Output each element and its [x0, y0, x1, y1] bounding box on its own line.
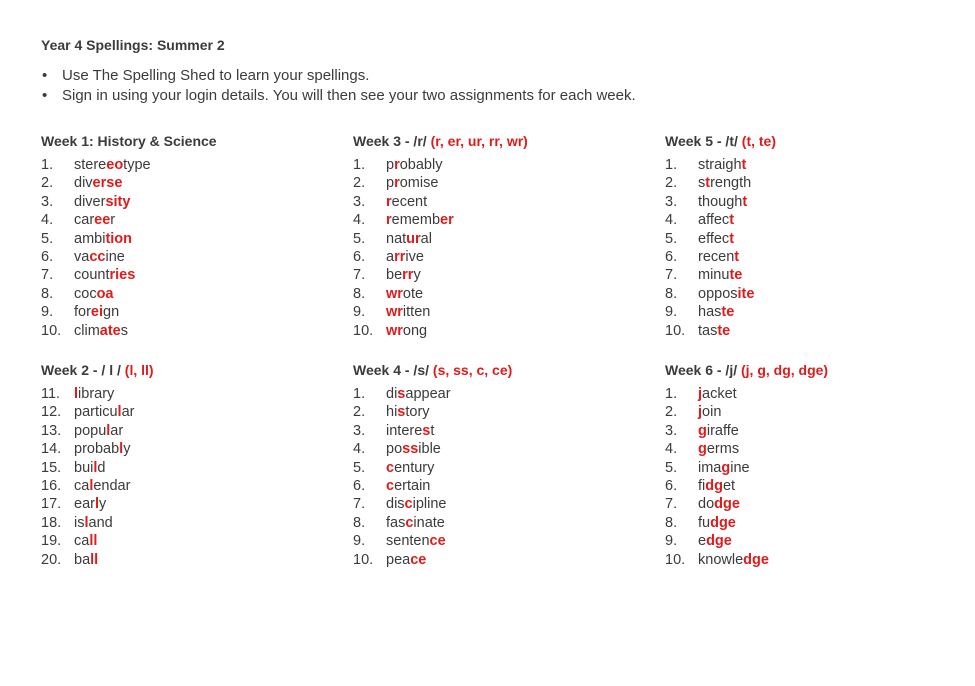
spelling-word: dodge: [698, 496, 740, 513]
item-number: 1.: [41, 157, 54, 173]
spelling-word: popular: [74, 422, 124, 439]
item-number: 19.: [41, 533, 62, 550]
item-number: 2.: [665, 175, 678, 192]
spelling-word: recent: [386, 193, 428, 210]
item-number: 3.: [665, 422, 678, 439]
item-number: 7.: [41, 267, 54, 284]
spelling-word: interest: [386, 422, 435, 439]
item-number: 9.: [353, 304, 366, 321]
spelling-word: recent: [698, 248, 740, 265]
spelling-word: knowledge: [698, 551, 769, 568]
item-number: 10.: [353, 322, 374, 339]
spelling-item: [353, 459, 653, 477]
spelling-item: [41, 303, 341, 321]
spelling-item: [353, 303, 653, 321]
spelling-item: [665, 422, 965, 440]
spelling-list: [665, 385, 965, 569]
spelling-item: [665, 477, 965, 495]
spelling-word: giraffe: [698, 422, 739, 439]
item-number: 16.: [41, 477, 62, 494]
spelling-word: countries: [74, 267, 136, 284]
spelling-word: build: [74, 459, 106, 476]
spelling-word: certain: [386, 477, 431, 494]
spelling-word: disappear: [386, 386, 451, 402]
spelling-item: [41, 403, 341, 421]
spelling-list: [353, 385, 653, 569]
spelling-item: [665, 532, 965, 550]
spelling-item: [41, 459, 341, 477]
spelling-item: [41, 322, 341, 340]
spelling-word: foreign: [74, 304, 120, 321]
spelling-word: discipline: [386, 496, 447, 513]
item-number: 9.: [665, 304, 678, 321]
item-number: 5.: [665, 230, 678, 247]
item-number: 5.: [353, 230, 366, 247]
spelling-item: [665, 322, 965, 340]
spelling-word: island: [74, 514, 113, 531]
spelling-item: [41, 385, 341, 403]
week-6-section: [665, 360, 965, 569]
item-number: 20.: [41, 551, 62, 568]
week-heading: Week 6 - /j/ (j, g, dg, dge): [665, 362, 829, 378]
spelling-word: cocoa: [74, 285, 114, 302]
item-number: 2.: [353, 404, 366, 421]
spelling-item: [665, 211, 965, 229]
week-1-section: [41, 131, 341, 340]
spelling-item: [41, 440, 341, 458]
spelling-word: germs: [698, 441, 740, 458]
week-heading: Week 1: History & Science: [41, 133, 217, 149]
spelling-word: stereeotype: [74, 157, 151, 173]
spelling-item: [665, 514, 965, 532]
spelling-word: career: [74, 212, 116, 229]
item-number: 2.: [665, 404, 678, 421]
item-number: 4.: [41, 212, 54, 229]
spelling-word: probably: [74, 441, 131, 458]
spelling-item: [353, 514, 653, 532]
spelling-item: [353, 322, 653, 340]
item-number: 10.: [665, 551, 686, 568]
spelling-item: [353, 551, 653, 569]
spelling-word: natural: [386, 230, 432, 247]
week-heading: Week 4 - /s/ (s, ss, c, ce): [353, 362, 513, 378]
spelling-item: [353, 403, 653, 421]
spelling-word: taste: [698, 322, 731, 339]
item-number: 14.: [41, 441, 62, 458]
spelling-word: probably: [386, 157, 443, 173]
spelling-word: wrong: [386, 322, 428, 339]
spelling-item: [353, 477, 653, 495]
spelling-word: fascinate: [386, 514, 445, 531]
spelling-item: [41, 193, 341, 211]
spelling-item: [665, 551, 965, 569]
spelling-word: possible: [386, 441, 441, 458]
week-heading: Week 3 - /r/ (r, er, ur, rr, wr): [353, 133, 528, 149]
week-heading: Week 5 - /t/ (t, te): [665, 133, 776, 149]
week-2-section: [41, 360, 341, 569]
spelling-word: arrive: [386, 248, 424, 265]
spelling-item: [41, 230, 341, 248]
spelling-word: sentence: [386, 533, 446, 550]
spelling-word: edge: [698, 533, 732, 550]
item-number: 8.: [41, 285, 54, 302]
item-number: 9.: [665, 533, 678, 550]
week-5-section: [665, 131, 965, 340]
item-number: 7.: [353, 496, 366, 513]
week-heading: Week 2 - / l / (l, ll): [41, 362, 154, 378]
spelling-item: [41, 422, 341, 440]
spelling-word: diverse: [74, 175, 123, 192]
item-number: 7.: [665, 496, 678, 513]
item-number: 7.: [665, 267, 678, 284]
spelling-word: call: [74, 533, 98, 550]
spelling-item: [41, 174, 341, 192]
spelling-list: [41, 385, 341, 569]
item-number: 6.: [665, 477, 678, 494]
spelling-item: [665, 266, 965, 284]
spelling-item: [41, 285, 341, 303]
spelling-item: [41, 477, 341, 495]
spelling-item: [665, 403, 965, 421]
item-number: 9.: [353, 533, 366, 550]
item-number: 13.: [41, 422, 62, 439]
spelling-word: strength: [698, 175, 752, 192]
item-number: 4.: [665, 212, 678, 229]
spelling-word: thought: [698, 193, 748, 210]
spelling-word: haste: [698, 304, 735, 321]
spelling-item: [353, 532, 653, 550]
item-number: 5.: [665, 459, 678, 476]
item-number: 2.: [41, 175, 54, 192]
item-number: 8.: [353, 514, 366, 531]
spelling-word: promise: [386, 175, 439, 192]
item-number: 6.: [41, 248, 54, 265]
spelling-item: [353, 211, 653, 229]
spelling-item: [353, 174, 653, 192]
instruction-item: • Use The Spelling Shed to learn your spellings.: [41, 66, 636, 86]
item-number: 4.: [353, 441, 366, 458]
item-number: 7.: [353, 267, 366, 284]
spelling-word: vaccine: [74, 248, 125, 265]
spelling-item: [665, 230, 965, 248]
spelling-item: [41, 532, 341, 550]
spelling-item: [353, 266, 653, 284]
spelling-list: [665, 156, 965, 340]
spelling-word: berry: [386, 267, 421, 284]
item-number: 4.: [665, 441, 678, 458]
spelling-item: [665, 174, 965, 192]
spelling-word: remember: [386, 212, 454, 229]
item-number: 8.: [665, 285, 678, 302]
item-number: 10.: [41, 322, 62, 339]
spelling-item: [353, 285, 653, 303]
spelling-item: [665, 385, 965, 403]
spelling-word: climates: [74, 322, 128, 339]
spelling-word: particular: [74, 404, 135, 421]
week-3-section: [353, 131, 653, 340]
spelling-word: effect: [698, 230, 735, 247]
spelling-item: [665, 440, 965, 458]
instructions-list: [41, 66, 636, 106]
spelling-word: join: [698, 404, 722, 421]
spelling-item: [41, 551, 341, 569]
week-4-section: [353, 360, 653, 569]
item-number: 3.: [665, 193, 678, 210]
spelling-item: [353, 230, 653, 248]
spelling-item: [353, 385, 653, 403]
instruction-item: • Sign in using your login details. You will then see your two assignments for each week.: [41, 86, 636, 106]
spelling-word: opposite: [698, 285, 755, 302]
spelling-item: [353, 193, 653, 211]
item-number: 3.: [353, 193, 366, 210]
spelling-word: wrote: [386, 285, 424, 302]
spelling-list: [41, 156, 341, 340]
item-number: 12.: [41, 404, 62, 421]
item-number: 18.: [41, 514, 62, 531]
item-number: 6.: [665, 248, 678, 265]
spelling-item: [353, 495, 653, 513]
spelling-item: [41, 514, 341, 532]
item-number: 8.: [665, 514, 678, 531]
item-number: 10.: [665, 322, 686, 339]
item-number: 9.: [41, 304, 54, 321]
spelling-item: [353, 440, 653, 458]
spelling-item: [353, 422, 653, 440]
spelling-item: [41, 156, 341, 174]
item-number: 1.: [353, 386, 366, 402]
item-number: 17.: [41, 496, 62, 513]
spelling-item: [41, 248, 341, 266]
spelling-word: ambition: [74, 230, 133, 247]
spelling-word: imagine: [698, 459, 750, 476]
spelling-word: minute: [698, 267, 743, 284]
spelling-item: [665, 248, 965, 266]
item-number: 4.: [353, 212, 366, 229]
item-number: 10.: [353, 551, 374, 568]
page-title: Year 4 Spellings: Summer 2: [41, 37, 225, 53]
spelling-word: calendar: [74, 477, 131, 494]
spelling-word: fidget: [698, 477, 736, 494]
spelling-item: [665, 303, 965, 321]
item-number: 6.: [353, 477, 366, 494]
spelling-item: [41, 266, 341, 284]
item-number: 3.: [353, 422, 366, 439]
spelling-item: [353, 248, 653, 266]
spelling-item: [665, 459, 965, 477]
spelling-item: [665, 156, 965, 174]
spelling-item: [41, 211, 341, 229]
spelling-list: [353, 156, 653, 340]
item-number: 11.: [41, 386, 61, 402]
item-number: 6.: [353, 248, 366, 265]
item-number: 15.: [41, 459, 62, 476]
spelling-word: ball: [74, 551, 99, 568]
spelling-word: fudge: [698, 514, 736, 531]
spelling-word: written: [386, 304, 431, 321]
spelling-item: [665, 193, 965, 211]
spelling-word: straight: [698, 157, 747, 173]
item-number: 8.: [353, 285, 366, 302]
item-number: 1.: [353, 157, 366, 173]
item-number: 1.: [665, 157, 678, 173]
spelling-word: century: [386, 459, 435, 476]
spelling-word: affect: [698, 212, 735, 229]
spelling-item: [353, 156, 653, 174]
item-number: 1.: [665, 386, 678, 402]
spelling-word: peace: [386, 551, 427, 568]
spelling-word: jacket: [698, 386, 737, 402]
item-number: 2.: [353, 175, 366, 192]
spelling-item: [665, 495, 965, 513]
item-number: 3.: [41, 193, 54, 210]
spelling-word: diversity: [74, 193, 131, 210]
spelling-word: early: [74, 496, 107, 513]
spelling-word: history: [386, 404, 430, 421]
item-number: 5.: [353, 459, 366, 476]
spelling-item: [41, 495, 341, 513]
spelling-item: [665, 285, 965, 303]
spelling-word: library: [74, 386, 115, 402]
item-number: 5.: [41, 230, 54, 247]
